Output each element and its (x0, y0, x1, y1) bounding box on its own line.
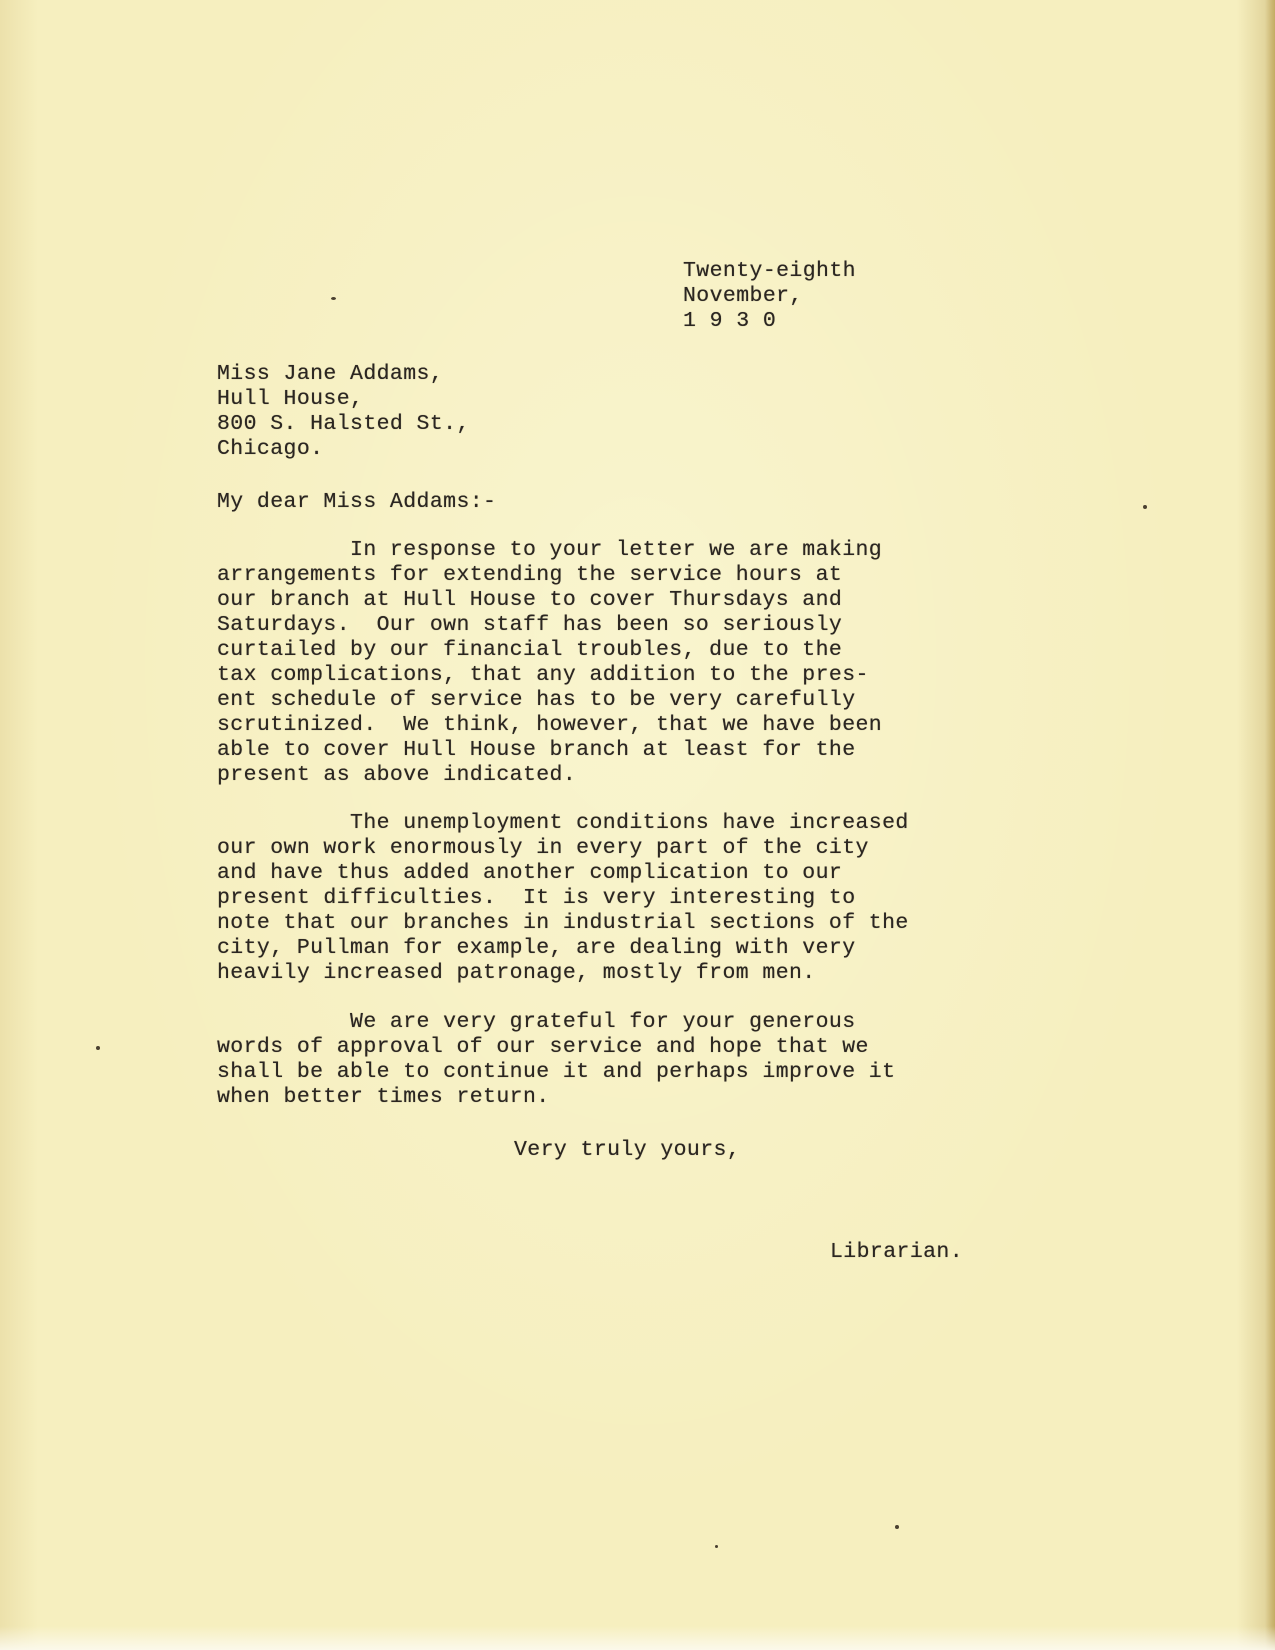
paragraph-line: city, Pullman for example, are dealing with very (217, 936, 856, 960)
paragraph-line: scrutinized. We think, however, that we have been (217, 713, 883, 737)
salutation: My dear Miss Addams:- (217, 490, 497, 514)
date-block (683, 259, 856, 334)
paper-edge-right (1265, 0, 1275, 1650)
paragraph-line: arrangements for extending the service hours at (217, 563, 843, 587)
closing: Very truly yours, (514, 1138, 741, 1162)
paragraph-line: when better times return. (217, 1085, 550, 1109)
paragraph-line: tax complications, that any addition to the pres- (217, 663, 869, 687)
paper-speck (331, 297, 336, 300)
signature-title: Librarian. (830, 1240, 964, 1264)
paragraph-line: We are very grateful for your generous (217, 1010, 856, 1034)
paragraph-line: our branch at Hull House to cover Thursdays and (217, 588, 843, 612)
paragraph-line: Saturdays. Our own staff has been so seriously (217, 613, 843, 637)
body-paragraph-1 (217, 538, 882, 788)
paper-edge-bottom (0, 1626, 1275, 1650)
paragraph-line: In response to your letter we are making (217, 538, 883, 562)
paragraph-line: shall be able to continue it and perhaps improve it (217, 1060, 896, 1084)
paragraph-line: able to cover Hull House branch at least for the (217, 738, 856, 762)
recipient-city: Chicago. (217, 437, 324, 461)
paper-speck (1143, 505, 1147, 509)
paragraph-line: present difficulties. It is very interesting to (217, 886, 856, 910)
paragraph-line: our own work enormously in every part of the city (217, 836, 869, 860)
paragraph-line: note that our branches in industrial sections of the (217, 911, 909, 935)
date-year: 1 9 3 0 (683, 309, 777, 333)
recipient-organization: Hull House, (217, 387, 364, 411)
paragraph-line: present as above indicated. (217, 763, 577, 787)
body-paragraph-2 (217, 811, 909, 986)
paragraph-line: curtailed by our financial troubles, due to the (217, 638, 843, 662)
paper-speck (715, 1545, 718, 1548)
paper-speck (895, 1525, 899, 1529)
recipient-street: 800 S. Halsted St., (217, 412, 470, 436)
date-day: Twenty-eighth (683, 259, 856, 283)
recipient-name: Miss Jane Addams, (217, 362, 444, 386)
body-paragraph-3 (217, 1010, 895, 1110)
paragraph-line: ent schedule of service has to be very carefully (217, 688, 856, 712)
recipient-address (217, 362, 470, 462)
paper-speck (96, 1046, 100, 1050)
date-month: November, (683, 284, 803, 308)
paragraph-line: words of approval of our service and hope that we (217, 1035, 869, 1059)
paragraph-line: heavily increased patronage, mostly from men. (217, 961, 816, 985)
paragraph-line: The unemployment conditions have increased (217, 811, 909, 835)
paragraph-line: and have thus added another complication to our (217, 861, 843, 885)
